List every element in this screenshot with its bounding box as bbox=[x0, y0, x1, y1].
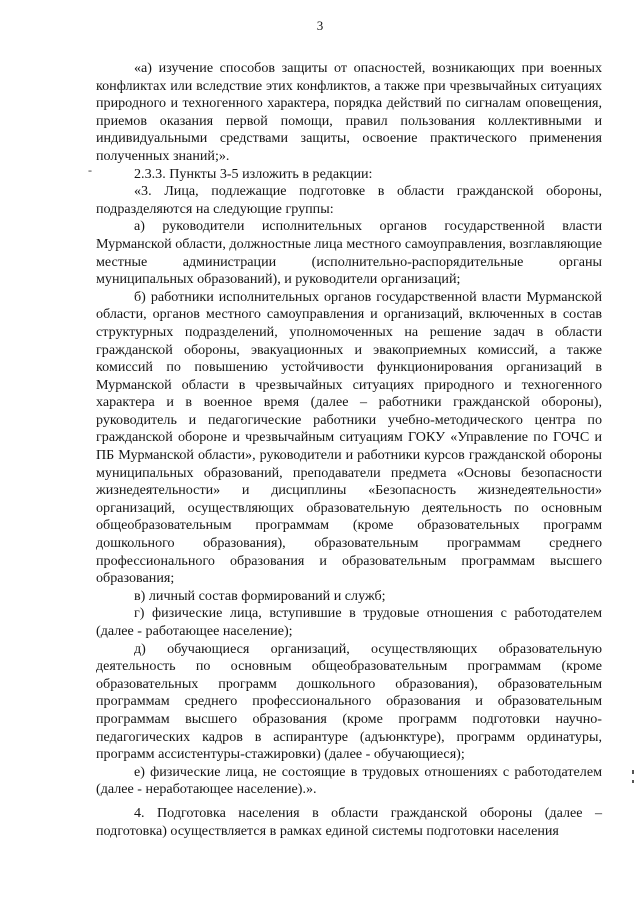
paragraph-group-g: г) физические лица, вступившие в трудовые отношения с работодателем (далее - работающее население); bbox=[96, 605, 602, 639]
paragraph-group-d: д) обучающиеся организаций, осуществляющих образовательную деятельность по основным общеобразовательным программам (кроме образовательных программ дошкольного образования), образовательным программам среднего профессионального образования и образовательным программам высшего образования (кроме программ подготовки научно-педагогических кадров в аспирантуре (адъюнктуре), программ ординатуры, программ ассистентуры-стажировки) (далее - обучающиеся); bbox=[96, 640, 602, 763]
page-number: 3 bbox=[316, 18, 324, 33]
margin-mark: - bbox=[88, 163, 92, 177]
scan-artifact bbox=[632, 780, 634, 783]
paragraph-item-a-learning: «а) изучение способов защиты от опасностей, возникающих при военных конфликтах или вследствие этих конфликтов, а также при чрезвычайных ситуациях природного и техногенного характера, порядка действий по сигналам оповещения, приемов оказания первой помощи, правил пользования коллективными и индивидуальными средствами защиты, освоение практического применения полученных знаний;». bbox=[96, 60, 602, 164]
paragraph-group-b: б) работники исполнительных органов государственной власти Мурманской области, органов местного самоуправления и организаций, включенных в состав структурных подразделений, уполномоченных на решение задач в области гражданской обороны, эвакуационных и эвакоприемных комиссий, а также комиссий по повышению устойчивости функционирования организаций в Мурманской области в чрезвычайных ситуациях природного и техногенного характера и в военное время (далее – работники гражданской обороны), руководитель и педагогические работники учебно-методического центра по гражданской обороне и чрезвычайным ситуациям ГОКУ «Управление по ГОЧС и ПБ Мурманской области», руководители и работники курсов гражданской обороны муниципальных образований, преподаватели предмета «Основы безопасности жизнедеятельности» и дисциплины «Безопасность жизнедеятельности» организаций, осуществляющих образовательную деятельность по основным общеобразовательным программам (кроме образовательных программ дошкольного образования), образовательным программам среднего профессионального образования и образовательным программам высшего образования; bbox=[96, 288, 602, 587]
paragraph-point-4: 4. Подготовка населения в области гражданской обороны (далее – подготовка) осуществляется в рамках единой системы подготовки населения bbox=[96, 804, 602, 839]
scan-artifact bbox=[632, 770, 634, 774]
paragraph-group-v: в) личный состав формирований и служб; bbox=[134, 587, 386, 604]
paragraph-point-3-intro: «3. Лица, подлежащие подготовке в области гражданской обороны, подразделяются на следующие группы: bbox=[96, 183, 602, 217]
body-text bbox=[96, 60, 602, 840]
paragraph-group-a: а) руководители исполнительных органов государственной власти Мурманской области, должностные лица местного самоуправления, возглавляющие местные администрации (исполнительно-распорядительные органы муниципальных образований), и руководители организаций; bbox=[96, 218, 602, 288]
paragraph-group-e: е) физические лица, не состоящие в трудовых отношениях с работодателем (далее - неработающее население).». bbox=[96, 763, 602, 798]
paragraph-amend-3-5: 2.3.3. Пункты 3-5 изложить в редакции: bbox=[134, 165, 373, 182]
